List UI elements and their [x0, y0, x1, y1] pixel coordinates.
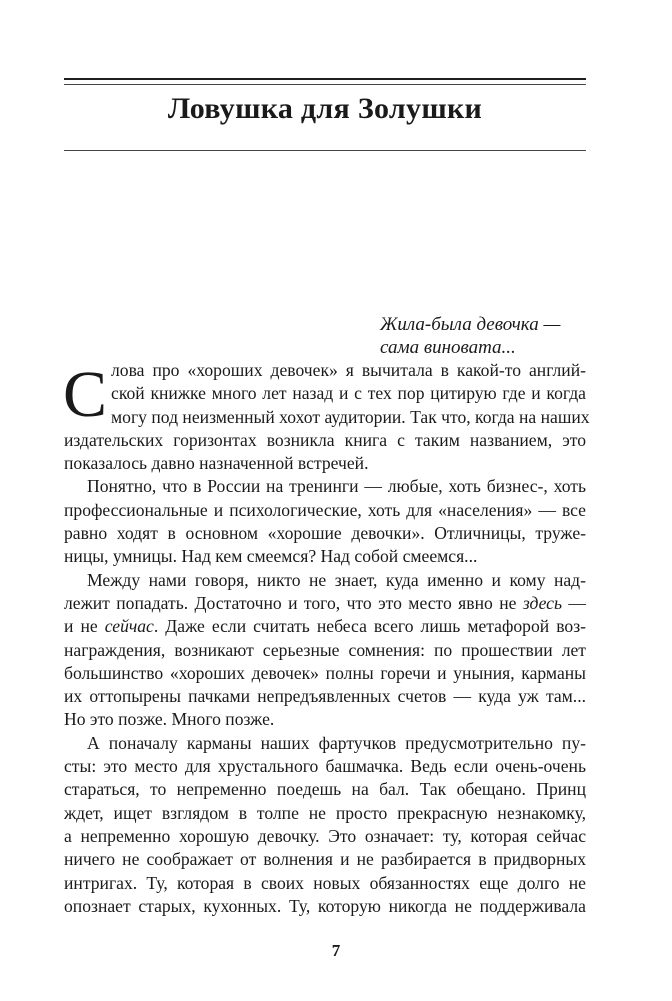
text-line: показалось давно назначенной встречей. — [64, 453, 369, 474]
header-rule-thick — [64, 78, 586, 80]
text-segment: и не — [64, 616, 105, 637]
paragraph-1 — [63, 358, 590, 475]
text-line: Между нами говоря, никто не знает, куда именно и кому над- — [87, 569, 586, 590]
text-line: Понятно, что в России на тренинги — любые, хоть бизнес-, хоть — [87, 476, 586, 497]
text-line: награждения, возникают серьезные сомнения: по прошествии лет — [64, 639, 586, 660]
text-line: лова про «хороших девочек» я вычитала в какой-то англий- — [111, 360, 586, 380]
text-line: большинство «хороших девочек» полны горечи и уныния, карманы — [64, 662, 586, 683]
text-line: равно ходят в основном «хорошие девочки». Отличницы, труже- — [64, 523, 586, 544]
title-rule-bottom — [64, 150, 586, 151]
text-line: ницы, умницы. Над кем смеемся? Над собой смеемся... — [64, 546, 478, 567]
text-line: стараться, то непременно поедешь на бал. Так обещано. Принц — [64, 779, 586, 800]
text-line: а непременно хорошую девочку. Это означает: ту, которая сейчас — [64, 825, 586, 846]
epigraph — [380, 313, 585, 359]
text-line: их оттопырены пачками непредъявленных счетов — куда уж там... — [64, 686, 586, 707]
text-segment: . Даже если считать небеса всего лишь метафорой воз- — [153, 616, 586, 637]
paragraph-3 — [64, 569, 586, 732]
chapter-title: Ловушка для Золушки — [167, 92, 483, 125]
epigraph-line: Жила-была девочка — — [380, 314, 561, 335]
text-line: ждет, ищет взглядом в толпе не просто прекрасную незнакомку, — [64, 802, 586, 823]
emphasis: сейчас — [104, 616, 154, 637]
text-line: опознает старых, кухонных. Ту, которую никогда не поддерживала — [64, 895, 586, 916]
text-line: А поначалу карманы наших фартучков предусмотрительно пу- — [87, 732, 586, 753]
text-line: ской книжке много лет назад и с тех пор цитирую где и когда — [111, 383, 586, 404]
header-rule-thin — [64, 84, 586, 85]
drop-cap: С — [63, 358, 108, 431]
paragraph-4 — [64, 732, 586, 918]
emphasis: здесь — [522, 592, 562, 613]
text-line: ничего не соображает от волнения и не разбирается в придворных — [64, 849, 586, 870]
text-line: Но это позже. Много позже. — [64, 709, 275, 730]
text-line: сты: это место для хрустального башмачка. Ведь если очень-очень — [64, 756, 586, 777]
text-segment: лежит попадать. Достаточно и того, что это место явно не — [64, 592, 523, 613]
text-line: профессиональные и психологические, хоть для «населения» — все — [64, 499, 586, 520]
text-line: издательских горизонтах возникла книга с таким названием, это — [64, 429, 586, 450]
text-segment: — — [561, 592, 586, 613]
page-number: 7 — [331, 941, 341, 960]
text-line — [64, 592, 586, 615]
text-line: могу под неизменный хохот аудитории. Так что, когда на наших — [111, 406, 590, 427]
text-line: интригах. Ту, которая в своих новых обязанностях еще долго не — [64, 872, 586, 893]
paragraph-2 — [64, 475, 586, 568]
epigraph-line: сама виновата... — [380, 337, 516, 358]
body-text — [63, 358, 590, 918]
text-line — [64, 615, 586, 638]
